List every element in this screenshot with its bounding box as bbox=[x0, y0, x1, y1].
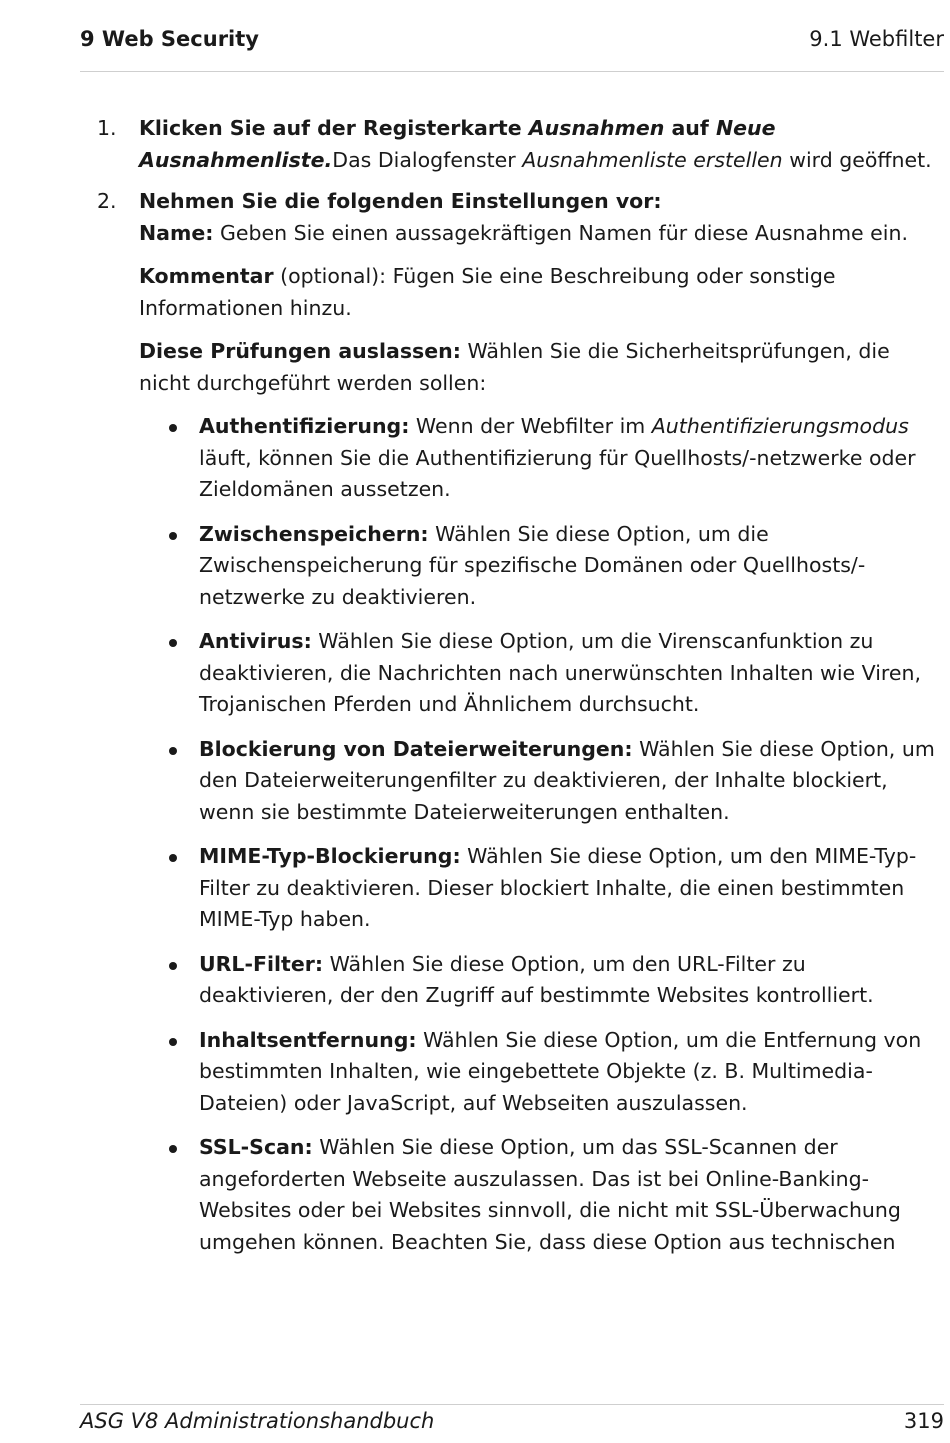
section-title: 9.1 Webfilter bbox=[809, 27, 944, 51]
step-1 bbox=[97, 113, 945, 176]
step-2 bbox=[97, 186, 945, 1258]
dialog-name: Ausnahmenliste erstellen bbox=[522, 147, 783, 172]
list-item: Authentifizierung: Wenn der Webfilter im Authentifizierungsmodus läuft, können Sie die Authentifizierung für Quellhosts/-netzwerke oder Zieldomänen aussetzen. bbox=[139, 411, 945, 506]
step-number: 2. bbox=[97, 189, 117, 213]
skip-checks-setting: Diese Prüfungen auslassen: Wählen Sie die Sicherheitsprüfungen, die nicht durchgeführt werden sollen: bbox=[139, 339, 890, 395]
page-footer bbox=[80, 1404, 944, 1443]
list-item: URL-Filter: Wählen Sie diese Option, um den URL-Filter zu deaktivieren, der den Zugriff auf bestimmte Websites kontrolliert. bbox=[139, 949, 945, 1012]
comment-label: Kommentar bbox=[139, 264, 274, 288]
button-name: Neue Ausnahmenliste. bbox=[139, 116, 776, 172]
tab-name: Ausnahmen bbox=[528, 116, 665, 140]
list-item: Zwischenspeichern: Wählen Sie diese Option, um die Zwischenspeicherung für spezifische Domänen oder Quellhosts/-netzwerke zu deaktivieren. bbox=[139, 519, 945, 614]
list-item: MIME-Typ-Blockierung: Wählen Sie diese Option, um den MIME-Typ-Filter zu deaktivieren. Dieser blockiert Inhalte, die einen bestimmten MIME-Typ haben. bbox=[139, 841, 945, 936]
name-setting: Name: Geben Sie einen aussagekräftigen Namen für diese Ausnahme ein. bbox=[139, 220, 908, 245]
chapter-title: 9 Web Security bbox=[80, 27, 259, 51]
list-item: SSL-Scan: Wählen Sie diese Option, um das SSL-Scannen der angeforderten Webseite auszulassen. Das ist bei Online-Banking-Websites oder bei Websites sinnvoll, die nicht mit SSL-Überwachung umgehen können. Beachten Sie, dass diese Option aus technischen bbox=[139, 1132, 945, 1258]
name-label: Name: bbox=[139, 220, 214, 245]
step-2-heading: Nehmen Sie die folgenden Einstellungen vor: bbox=[139, 189, 662, 213]
step-number: 1. bbox=[97, 116, 117, 140]
list-item: Antivirus: Wählen Sie diese Option, um die Virenscanfunktion zu deaktivieren, die Nachrichten nach unerwünschten Inhalten wie Viren, Trojanischen Pferden und Ähnlichem durchsucht. bbox=[139, 626, 945, 721]
page-content bbox=[97, 113, 945, 1271]
step-2-body bbox=[139, 186, 945, 1258]
skip-checks-label: Diese Prüfungen auslassen: bbox=[139, 339, 461, 363]
step-1-instruction: Klicken Sie auf der Registerkarte Ausnahmen auf Neue Ausnahmenliste. bbox=[139, 116, 776, 172]
manual-title: ASG V8 Administrationshandbuch bbox=[80, 1409, 435, 1433]
skip-checks-list bbox=[139, 411, 945, 1258]
page-number: 319 bbox=[903, 1409, 944, 1433]
list-item: Blockierung von Dateierweiterungen: Wählen Sie diese Option, um den Dateierweiterungenfilter zu deaktivieren, der Inhalte blockiert, wenn sie bestimmte Dateierweiterungen enthalten. bbox=[139, 734, 945, 829]
page-header bbox=[80, 25, 944, 72]
list-item: Inhaltsentfernung: Wählen Sie diese Option, um die Entfernung von bestimmten Inhalten, wie eingebettete Objekte (z. B. Multimedia-Dateien) oder JavaScript, auf Webseiten auszulassen. bbox=[139, 1025, 945, 1120]
comment-setting: Kommentar (optional): Fügen Sie eine Beschreibung oder sonstige Informationen hinzu. bbox=[139, 264, 836, 320]
step-1-text: Klicken Sie auf der Registerkarte Ausnahmen auf Neue Ausnahmenliste.Das Dialogfenster Ausnahmenliste erstellen wird geöffnet. bbox=[139, 116, 932, 172]
